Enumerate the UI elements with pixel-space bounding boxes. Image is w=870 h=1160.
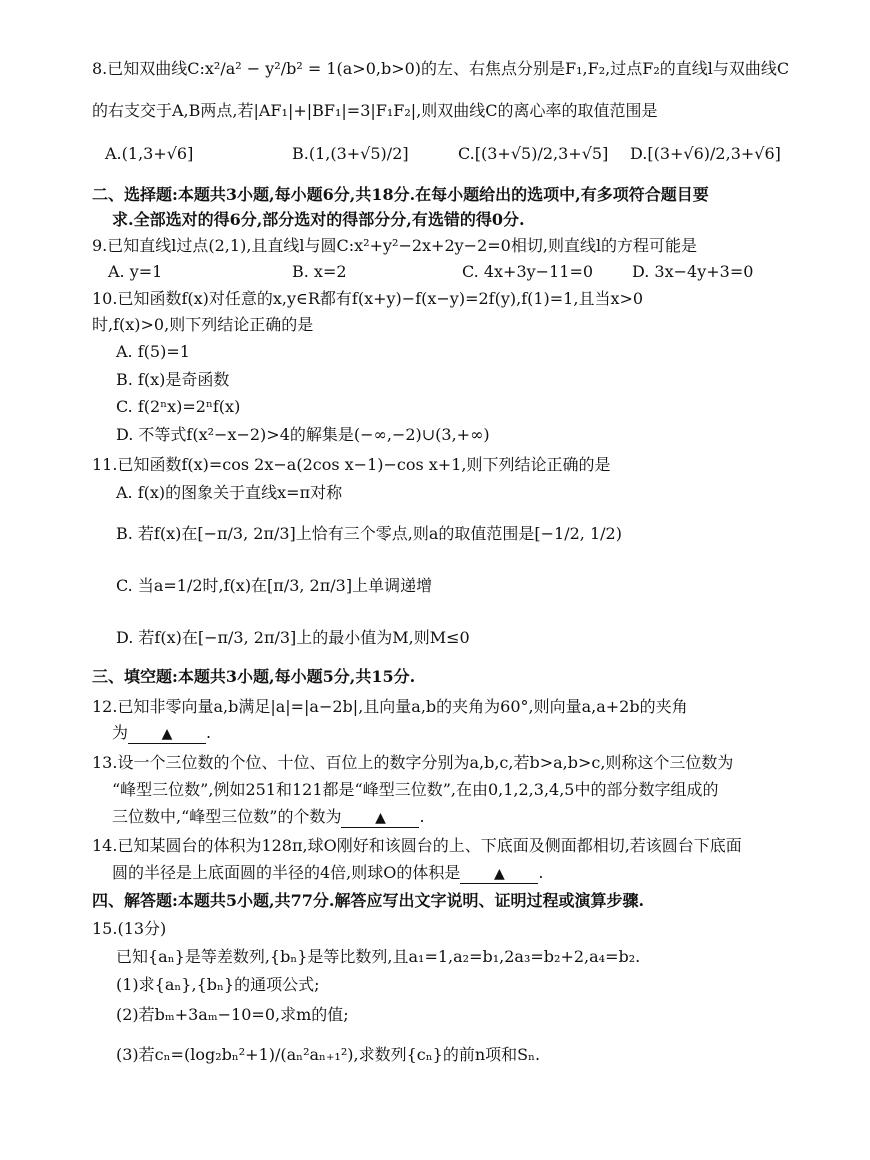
q11-option-d: D. 若f(x)在[−π/3, 2π/3]上的最小值为M,则M≤0 xyxy=(116,628,470,647)
section3-heading: 三、填空题:本题共3小题,每小题5分,共15分. xyxy=(92,667,416,686)
q11-stem: 11.已知函数f(x)=cos 2x−a(2cos x−1)−cos x+1,则下列结论正确的是 xyxy=(92,455,611,474)
q8-option-a: A.(1,3+√6] xyxy=(105,144,194,163)
triangle-icon: ▲ xyxy=(161,726,173,742)
q11-option-b: B. 若f(x)在[−π/3, 2π/3]上恰有三个零点,则a的取值范围是[−1/2, 1/2) xyxy=(116,524,622,543)
triangle-icon: ▲ xyxy=(494,866,505,882)
q14-suffix: . xyxy=(538,863,544,882)
q8-line2: 的右支交于A,B两点,若|AF₁|+|BF₁|=3|F₁F₂|,则双曲线C的离心率的取值范围是 xyxy=(92,101,658,120)
q9-option-d: D. 3x−4y+3=0 xyxy=(632,262,754,281)
q15-part2: (2)若bₘ+3aₘ−10=0,求m的值; xyxy=(116,1005,349,1024)
q13-line1: 13.设一个三位数的个位、十位、百位上的数字分别为a,b,c,若b>a,b>c,则称这个三位数为 xyxy=(92,753,734,772)
q12-prefix: 为 xyxy=(112,723,129,742)
q12-answer-blank xyxy=(128,724,206,744)
q15-part1: (1)求{aₙ},{bₙ}的通项公式; xyxy=(116,975,320,994)
q8-line1: 8.已知双曲线C:x²/a² − y²/b² = 1(a>0,b>0)的左、右焦点分别是F₁,F₂,过点F₂的直线l与双曲线C xyxy=(92,59,790,78)
q9-stem: 9.已知直线l过点(2,1),且直线l与圆C:x²+y²−2x+2y−2=0相切,则直线l的方程可能是 xyxy=(92,236,698,255)
q12-suffix: . xyxy=(206,723,212,742)
q14-line2 xyxy=(112,862,800,884)
q15-part3: (3)若cₙ=(log₂bₙ²+1)/(aₙ²aₙ₊₁²),求数列{cₙ}的前n项和Sₙ. xyxy=(116,1045,541,1064)
q8-option-c: C.[(3+√5)/2,3+√5] xyxy=(458,144,609,163)
q13-line3 xyxy=(112,806,800,828)
section2-heading-line2: 求.全部选对的得6分,部分选对的得部分分,有选错的得0分. xyxy=(112,210,525,229)
section4-heading: 四、解答题:本题共5小题,共77分.解答应写出文字说明、证明过程或演算步骤. xyxy=(92,891,645,910)
q13-answer-blank xyxy=(341,808,419,828)
q9-option-b: B. x=2 xyxy=(292,262,347,281)
q8-option-b: B.(1,(3+√5)/2] xyxy=(292,144,409,163)
triangle-icon: ▲ xyxy=(375,810,386,826)
q10-option-c: C. f(2ⁿx)=2ⁿf(x) xyxy=(116,397,241,416)
q11-option-a: A. f(x)的图象关于直线x=π对称 xyxy=(116,483,343,502)
q9-option-c: C. 4x+3y−11=0 xyxy=(462,262,594,281)
q14-line1: 14.已知某圆台的体积为128π,球O刚好和该圆台的上、下底面及侧面都相切,若该圆台下底面 xyxy=(92,836,742,855)
q13-suffix: . xyxy=(419,807,425,826)
q10-option-d: D. 不等式f(x²−x−2)>4的解集是(−∞,−2)∪(3,+∞) xyxy=(116,425,490,444)
q12-line1: 12.已知非零向量a,b满足|a|=|a−2b|,且向量a,b的夹角为60°,则向量a,a+2b的夹角 xyxy=(92,697,688,716)
q10-option-b: B. f(x)是奇函数 xyxy=(116,370,230,389)
q8-option-d: D.[(3+√6)/2,3+√6] xyxy=(630,144,781,163)
q15-heading: 15.(13分) xyxy=(92,919,167,938)
q11-option-c: C. 当a=1/2时,f(x)在[π/3, 2π/3]上单调递增 xyxy=(116,576,433,595)
q9-option-a: A. y=1 xyxy=(108,262,163,281)
q14-prefix: 圆的半径是上底面圆的半径的4倍,则球O的体积是 xyxy=(112,863,461,882)
q13-line2: “峰型三位数”,例如251和121都是“峰型三位数”,在由0,1,2,3,4,5中的部分数字组成的 xyxy=(112,780,719,799)
q10-line2: 时,f(x)>0,则下列结论正确的是 xyxy=(92,315,314,334)
q12-line2 xyxy=(112,722,800,744)
q10-option-a: A. f(5)=1 xyxy=(116,342,190,361)
q13-prefix: 三位数中,“峰型三位数”的个数为 xyxy=(112,807,342,826)
q10-line1: 10.已知函数f(x)对任意的x,y∈R都有f(x+y)−f(x−y)=2f(y),f(1)=1,且当x>0 xyxy=(92,289,644,308)
section2-heading-line1: 二、选择题:本题共3小题,每小题6分,共18分.在每小题给出的选项中,有多项符合题目要 xyxy=(92,185,709,204)
q14-answer-blank xyxy=(460,864,538,884)
q15-stem: 已知{aₙ}是等差数列,{bₙ}是等比数列,且a₁=1,a₂=b₁,2a₃=b₂+2,a₄=b₂. xyxy=(116,947,641,966)
